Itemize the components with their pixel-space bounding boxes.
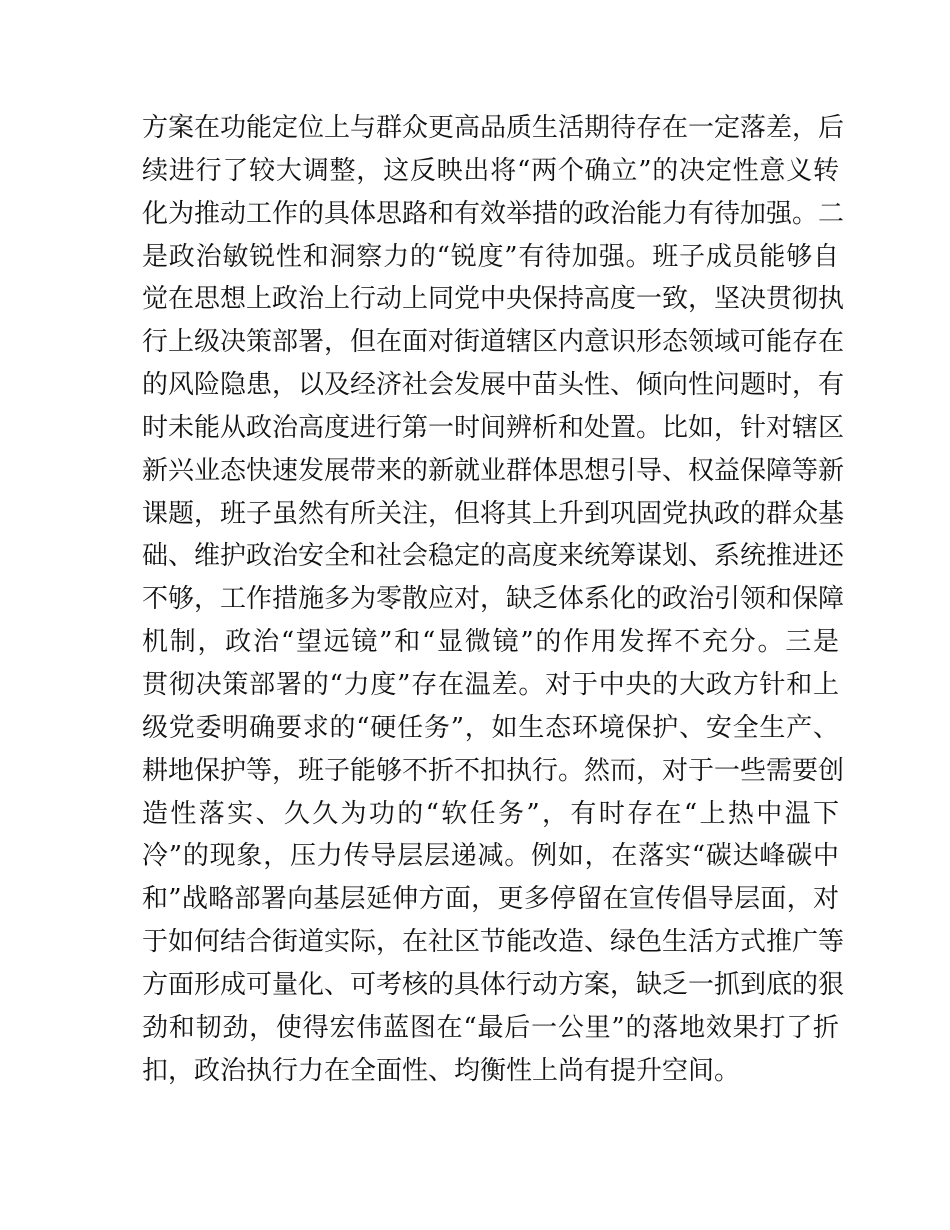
text-line: 和”战略部署向基层延伸方面，更多停留在宣传倡导层面，对 <box>142 884 839 915</box>
text-line: 方案在功能定位上与群众更高品质生活期待存在一定落差，后 <box>142 113 845 143</box>
text-line: 冷”的现象，压力传导层层递减。例如，在落实“碳达峰碳中 <box>142 841 839 872</box>
text-line: 扣，政治执行力在全面性、均衡性上尚有提升空间。 <box>142 1055 741 1086</box>
text-line: 机制，政治“望远镜”和“显微镜”的作用发挥不充分。三是 <box>142 627 839 658</box>
text-line: 新兴业态快速发展带来的新就业群体思想引导、权益保障等新 <box>142 455 845 486</box>
text-line: 时未能从政治高度进行第一时间辨析和处置。比如，针对辖区 <box>142 412 845 443</box>
text-line: 级党委明确要求的“硬任务”，如生态环境保护、安全生产、 <box>142 712 839 743</box>
document-body <box>142 107 845 1092</box>
text-line: 础、维护政治安全和社会稳定的高度来统筹谋划、系统推进还 <box>142 541 845 572</box>
text-line: 不够，工作措施多为零散应对，缺乏体系化的政治引领和保障 <box>142 584 845 615</box>
text-line: 是政治敏锐性和洞察力的“锐度”有待加强。班子成员能够自 <box>142 241 839 272</box>
text-line: 方面形成可量化、可考核的具体行动方案，缺乏一抓到底的狠 <box>142 969 845 1000</box>
text-line: 课题，班子虽然有所关注，但将其上升到巩固党执政的群众基 <box>142 498 845 529</box>
text-line: 贯彻决策部署的“力度”存在温差。对于中央的大政方针和上 <box>142 669 839 700</box>
text-line: 的风险隐患，以及经济社会发展中苗头性、倾向性问题时，有 <box>142 370 845 401</box>
text-line: 觉在思想上政治上行动上同党中央保持高度一致，坚决贯彻执 <box>142 284 845 315</box>
text-line: 化为推动工作的具体思路和有效举措的政治能力有待加强。二 <box>142 198 845 229</box>
text-line: 造性落实、久久为功的“软任务”，有时存在“上热中温下 <box>142 798 839 829</box>
text-line: 行上级决策部署，但在面对街道辖区内意识形态领域可能存在 <box>142 327 845 358</box>
text-line: 于如何结合街道实际，在社区节能改造、绿色生活方式推广等 <box>142 927 845 958</box>
text-line: 耕地保护等，班子能够不折不扣执行。然而，对于一些需要创 <box>142 755 845 786</box>
text-line: 续进行了较大调整，这反映出将“两个确立”的决定性意义转 <box>142 155 839 186</box>
text-line: 劲和韧劲，使得宏伟蓝图在“最后一公里”的落地效果打了折 <box>142 1012 839 1043</box>
